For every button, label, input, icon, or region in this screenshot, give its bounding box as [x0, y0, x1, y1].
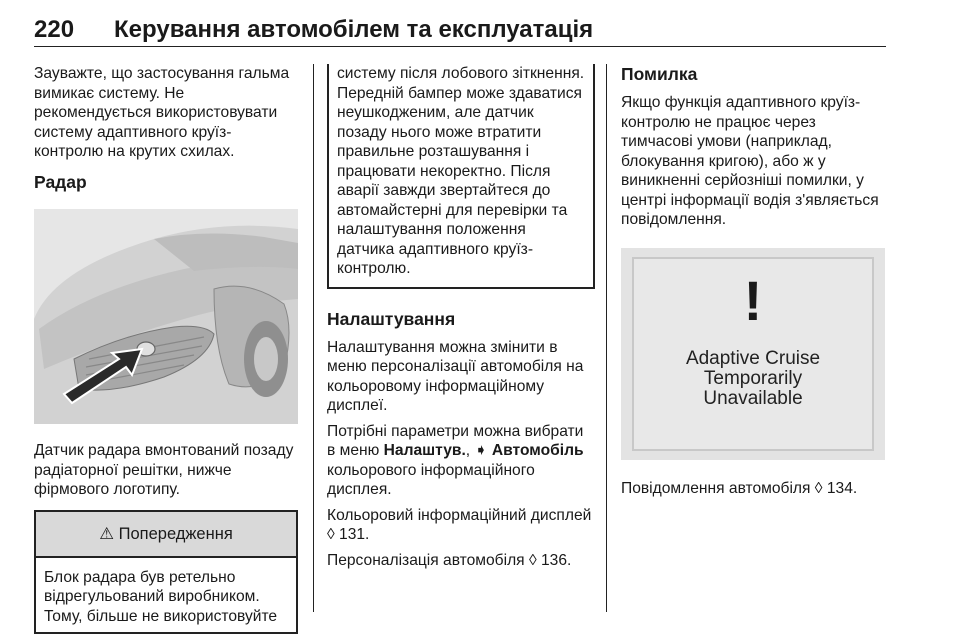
settings-paragraph-4: Персоналізація автомобіля ◊ 136.	[327, 551, 572, 569]
settings-heading: Налаштування	[327, 308, 456, 329]
page-number: 220	[34, 16, 75, 43]
exclamation-icon: !	[743, 268, 763, 332]
display-line-2: Temporarily	[703, 367, 803, 389]
page-title: Керування автомобілем та експлуатація	[114, 16, 594, 43]
radar-heading: Радар	[34, 171, 87, 192]
column-divider-1	[313, 64, 314, 612]
cruise-unavailable-display	[621, 248, 885, 460]
error-paragraph: Якщо функція адаптивного круїз-контролю не працює через тимчасові умови (наприклад, блокування кригою), або ж у виникненні серйозніші помилки, у центрі інформації водія з'являється повідомлення.	[621, 94, 879, 228]
arrow-icon: ➧	[474, 442, 488, 459]
intro-paragraph: Зауважте, що застосування гальма вимикає систему. Не рекомендується використовувати систему адаптивного круїз-контролю на крутих схилах.	[34, 65, 290, 160]
column-3	[621, 64, 889, 505]
settings-paragraph-2: Потрібні параметри можна вибрати в меню Налаштув., ➧ Автомобіль кольорового інформаційного дисплея.	[327, 422, 584, 498]
menu-settings: Налаштув.	[383, 442, 466, 459]
warning-text-continued: систему після лобового зіткнення. Передній бампер може здаватися неушкодженим, але датчик позаду нього може втратити правильне розташування і працювати некоректно. Після аварії завжди звертайтеся до автомайстерні для перевірки та налаштування положення датчика адаптивного круїз-контролю.	[337, 65, 585, 277]
settings-paragraph-1: Налаштування можна змінити в меню персоналізації автомобіля на кольоровому інформаційному дисплеї.	[327, 338, 584, 414]
radar-caption: Датчик радара вмонтований позаду радіаторної решітки, нижче фірмового логотипу.	[34, 442, 294, 498]
display-caption: Повідомлення автомобіля ◊ 134.	[621, 480, 858, 497]
warning-text: Блок радара був ретельно відрегульований виробником. Тому, більше не використовуйте	[44, 568, 278, 625]
column-divider-2	[606, 64, 607, 612]
settings-paragraph-3: Кольоровий інформаційний дисплей ◊ 131.	[327, 506, 592, 543]
column-2	[327, 64, 595, 576]
radar-location-illustration	[34, 209, 298, 424]
error-heading: Помилка	[621, 64, 698, 84]
column-1	[34, 64, 298, 634]
warning-icon: ⚠	[99, 524, 115, 543]
warning-header	[36, 512, 296, 558]
menu-vehicle: Автомобіль	[491, 442, 584, 459]
warning-box	[34, 510, 298, 635]
display-line-3: Unavailable	[703, 387, 803, 409]
page-header	[34, 14, 886, 47]
warning-title: Попередження	[118, 524, 233, 543]
display-line-1: Adaptive Cruise	[685, 347, 821, 369]
warning-box-continued	[327, 64, 595, 289]
